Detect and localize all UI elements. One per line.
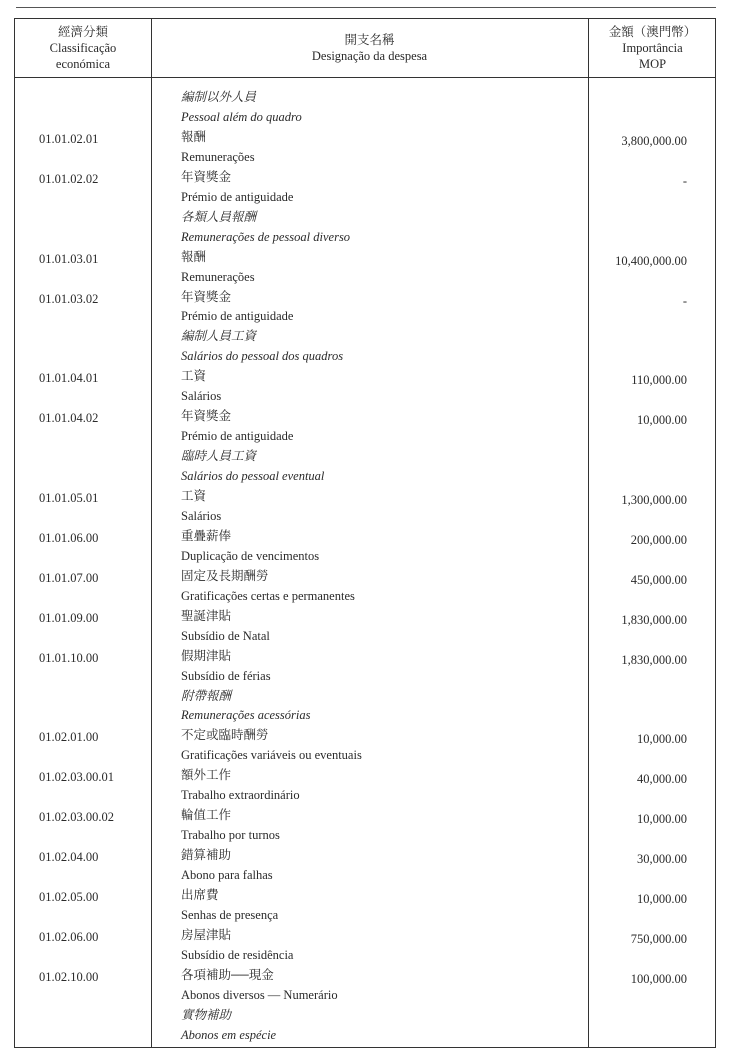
expense-designation: 工資 [181, 369, 207, 384]
expense-designation: 年資獎金 [181, 169, 232, 184]
classification-code: 01.01.02.02 [39, 171, 99, 186]
expense-amount: 10,000.00 [637, 413, 687, 428]
header-classification-pt-1: Classificação [49, 41, 117, 55]
expense-designation: Remunerações [181, 269, 255, 284]
section-heading: 各類人員報酬 [181, 209, 257, 224]
header-designation [151, 19, 588, 77]
header-designation-pt: Designação da despesa [311, 49, 428, 63]
expense-amount: 1,830,000.00 [621, 612, 687, 627]
expense-designation: 不定或臨時酬勞 [181, 728, 269, 743]
expense-designation: 年資獎金 [181, 289, 232, 304]
expense-designation: Subsídio de residência [181, 947, 294, 962]
expense-designation: Salários [181, 508, 222, 523]
section-heading: Remunerações acessórias [181, 708, 311, 723]
expense-amount: 40,000.00 [637, 772, 687, 787]
section-heading: Pessoal além do quadro [181, 109, 302, 124]
expense-designation: Abono para falhas [181, 868, 273, 883]
expense-designation: Subsídio de Natal [181, 628, 270, 643]
expense-designation: Remunerações [181, 149, 255, 164]
expense-amount: 10,000.00 [637, 732, 687, 747]
column-divider [588, 19, 589, 1047]
expense-amount: 10,000.00 [637, 892, 687, 906]
budget-table [14, 18, 716, 1048]
expense-designation: Senhas de presença [181, 907, 279, 922]
top-rule [16, 7, 716, 8]
expense-amount: 10,400,000.00 [615, 253, 687, 268]
expense-designation: Trabalho por turnos [181, 828, 280, 843]
expense-designation: 輪值工作 [181, 808, 232, 823]
classification-code: 01.01.05.01 [39, 491, 99, 505]
classification-code: 01.02.05.00 [39, 890, 99, 904]
expense-amount: 110,000.00 [631, 373, 687, 388]
header-classification [15, 19, 151, 77]
classification-code: 01.01.07.00 [39, 570, 99, 585]
expense-amount: 1,830,000.00 [621, 652, 687, 667]
expense-designation: 各項補助──現金 [181, 967, 274, 982]
section-heading: 編制以外人員 [181, 90, 257, 104]
section-heading: Salários do pessoal eventual [181, 469, 325, 484]
expense-amount: 1,300,000.00 [621, 493, 687, 507]
expense-designation: Trabalho extraordinário [181, 788, 300, 803]
expense-designation: 房屋津貼 [181, 927, 232, 942]
header-amount [588, 19, 717, 77]
header-classification-pt-2: económica [55, 57, 111, 71]
expense-designation: 額外工作 [181, 768, 232, 783]
expense-amount: 30,000.00 [637, 852, 687, 867]
classification-code: 01.01.06.00 [39, 530, 99, 545]
expense-designation: Duplicação de vencimentos [181, 548, 320, 563]
expense-designation: Prémio de antiguidade [181, 309, 294, 324]
expense-amount: 750,000.00 [630, 931, 687, 946]
classification-code: 01.02.03.00.02 [39, 810, 114, 825]
expense-designation: Prémio de antiguidade [181, 189, 294, 204]
expense-designation: Gratificações certas e permanentes [181, 588, 355, 603]
expense-amount: 450,000.00 [630, 572, 687, 587]
expense-amount: 3,800,000.00 [621, 133, 687, 148]
classification-code: 01.01.03.01 [39, 251, 99, 266]
classification-code: 01.01.10.00 [39, 650, 99, 665]
header-amount-unit: MOP [638, 57, 667, 71]
expense-designation: 固定及長期酬勞 [181, 568, 269, 583]
expense-designation: 報酬 [181, 129, 207, 144]
classification-code: 01.01.02.01 [39, 131, 99, 146]
classification-code: 01.01.04.01 [39, 371, 99, 386]
section-heading: 臨時人員工資 [181, 449, 257, 464]
section-heading: Salários do pessoal dos quadros [181, 349, 344, 364]
expense-amount: - [682, 293, 687, 308]
expense-amount: - [682, 173, 687, 188]
expense-designation: 聖誕津貼 [181, 608, 232, 623]
expense-designation: 錯算補助 [181, 848, 232, 863]
expense-designation: Abonos diversos — Numerário [181, 987, 338, 1002]
classification-code: 01.01.09.00 [39, 610, 99, 625]
expense-designation: Salários [181, 389, 222, 404]
classification-code: 01.01.03.02 [39, 291, 99, 306]
section-heading: 附帶報酬 [181, 688, 232, 703]
expense-designation: Gratificações variáveis ou eventuais [181, 748, 362, 763]
expense-designation: 出席費 [181, 888, 219, 902]
section-heading: Remunerações de pessoal diverso [181, 229, 351, 244]
expense-designation: 工資 [181, 489, 207, 503]
classification-code: 01.02.10.00 [39, 969, 99, 984]
expense-amount: 10,000.00 [637, 812, 687, 827]
expense-designation: Subsídio de férias [181, 668, 271, 683]
header-designation-zh: 開支名稱 [344, 33, 395, 47]
expense-designation: 年資獎金 [181, 409, 232, 424]
expense-amount: 200,000.00 [630, 532, 687, 547]
section-heading: 編制人員工資 [181, 329, 257, 344]
header-divider [15, 77, 715, 78]
expense-designation: 假期津貼 [181, 648, 232, 663]
classification-code: 01.02.03.00.01 [39, 770, 114, 785]
header-amount-zh: 金額（澳門幣） [608, 25, 697, 39]
classification-code: 01.02.06.00 [39, 929, 99, 944]
header-classification-zh: 經濟分類 [57, 25, 108, 39]
classification-code: 01.02.04.00 [39, 850, 99, 865]
classification-code: 01.01.04.02 [39, 411, 99, 426]
expense-amount: 100,000.00 [630, 971, 687, 986]
expense-designation: Prémio de antiguidade [181, 429, 294, 444]
classification-code: 01.02.01.00 [39, 730, 99, 745]
expense-designation: 報酬 [181, 249, 207, 264]
expense-designation: 重疊薪俸 [181, 528, 232, 543]
section-heading: Abonos em espécie [181, 1027, 277, 1042]
column-divider [151, 19, 152, 1047]
header-amount-pt: Importância [622, 41, 683, 55]
section-heading: 實物補助 [181, 1007, 232, 1022]
